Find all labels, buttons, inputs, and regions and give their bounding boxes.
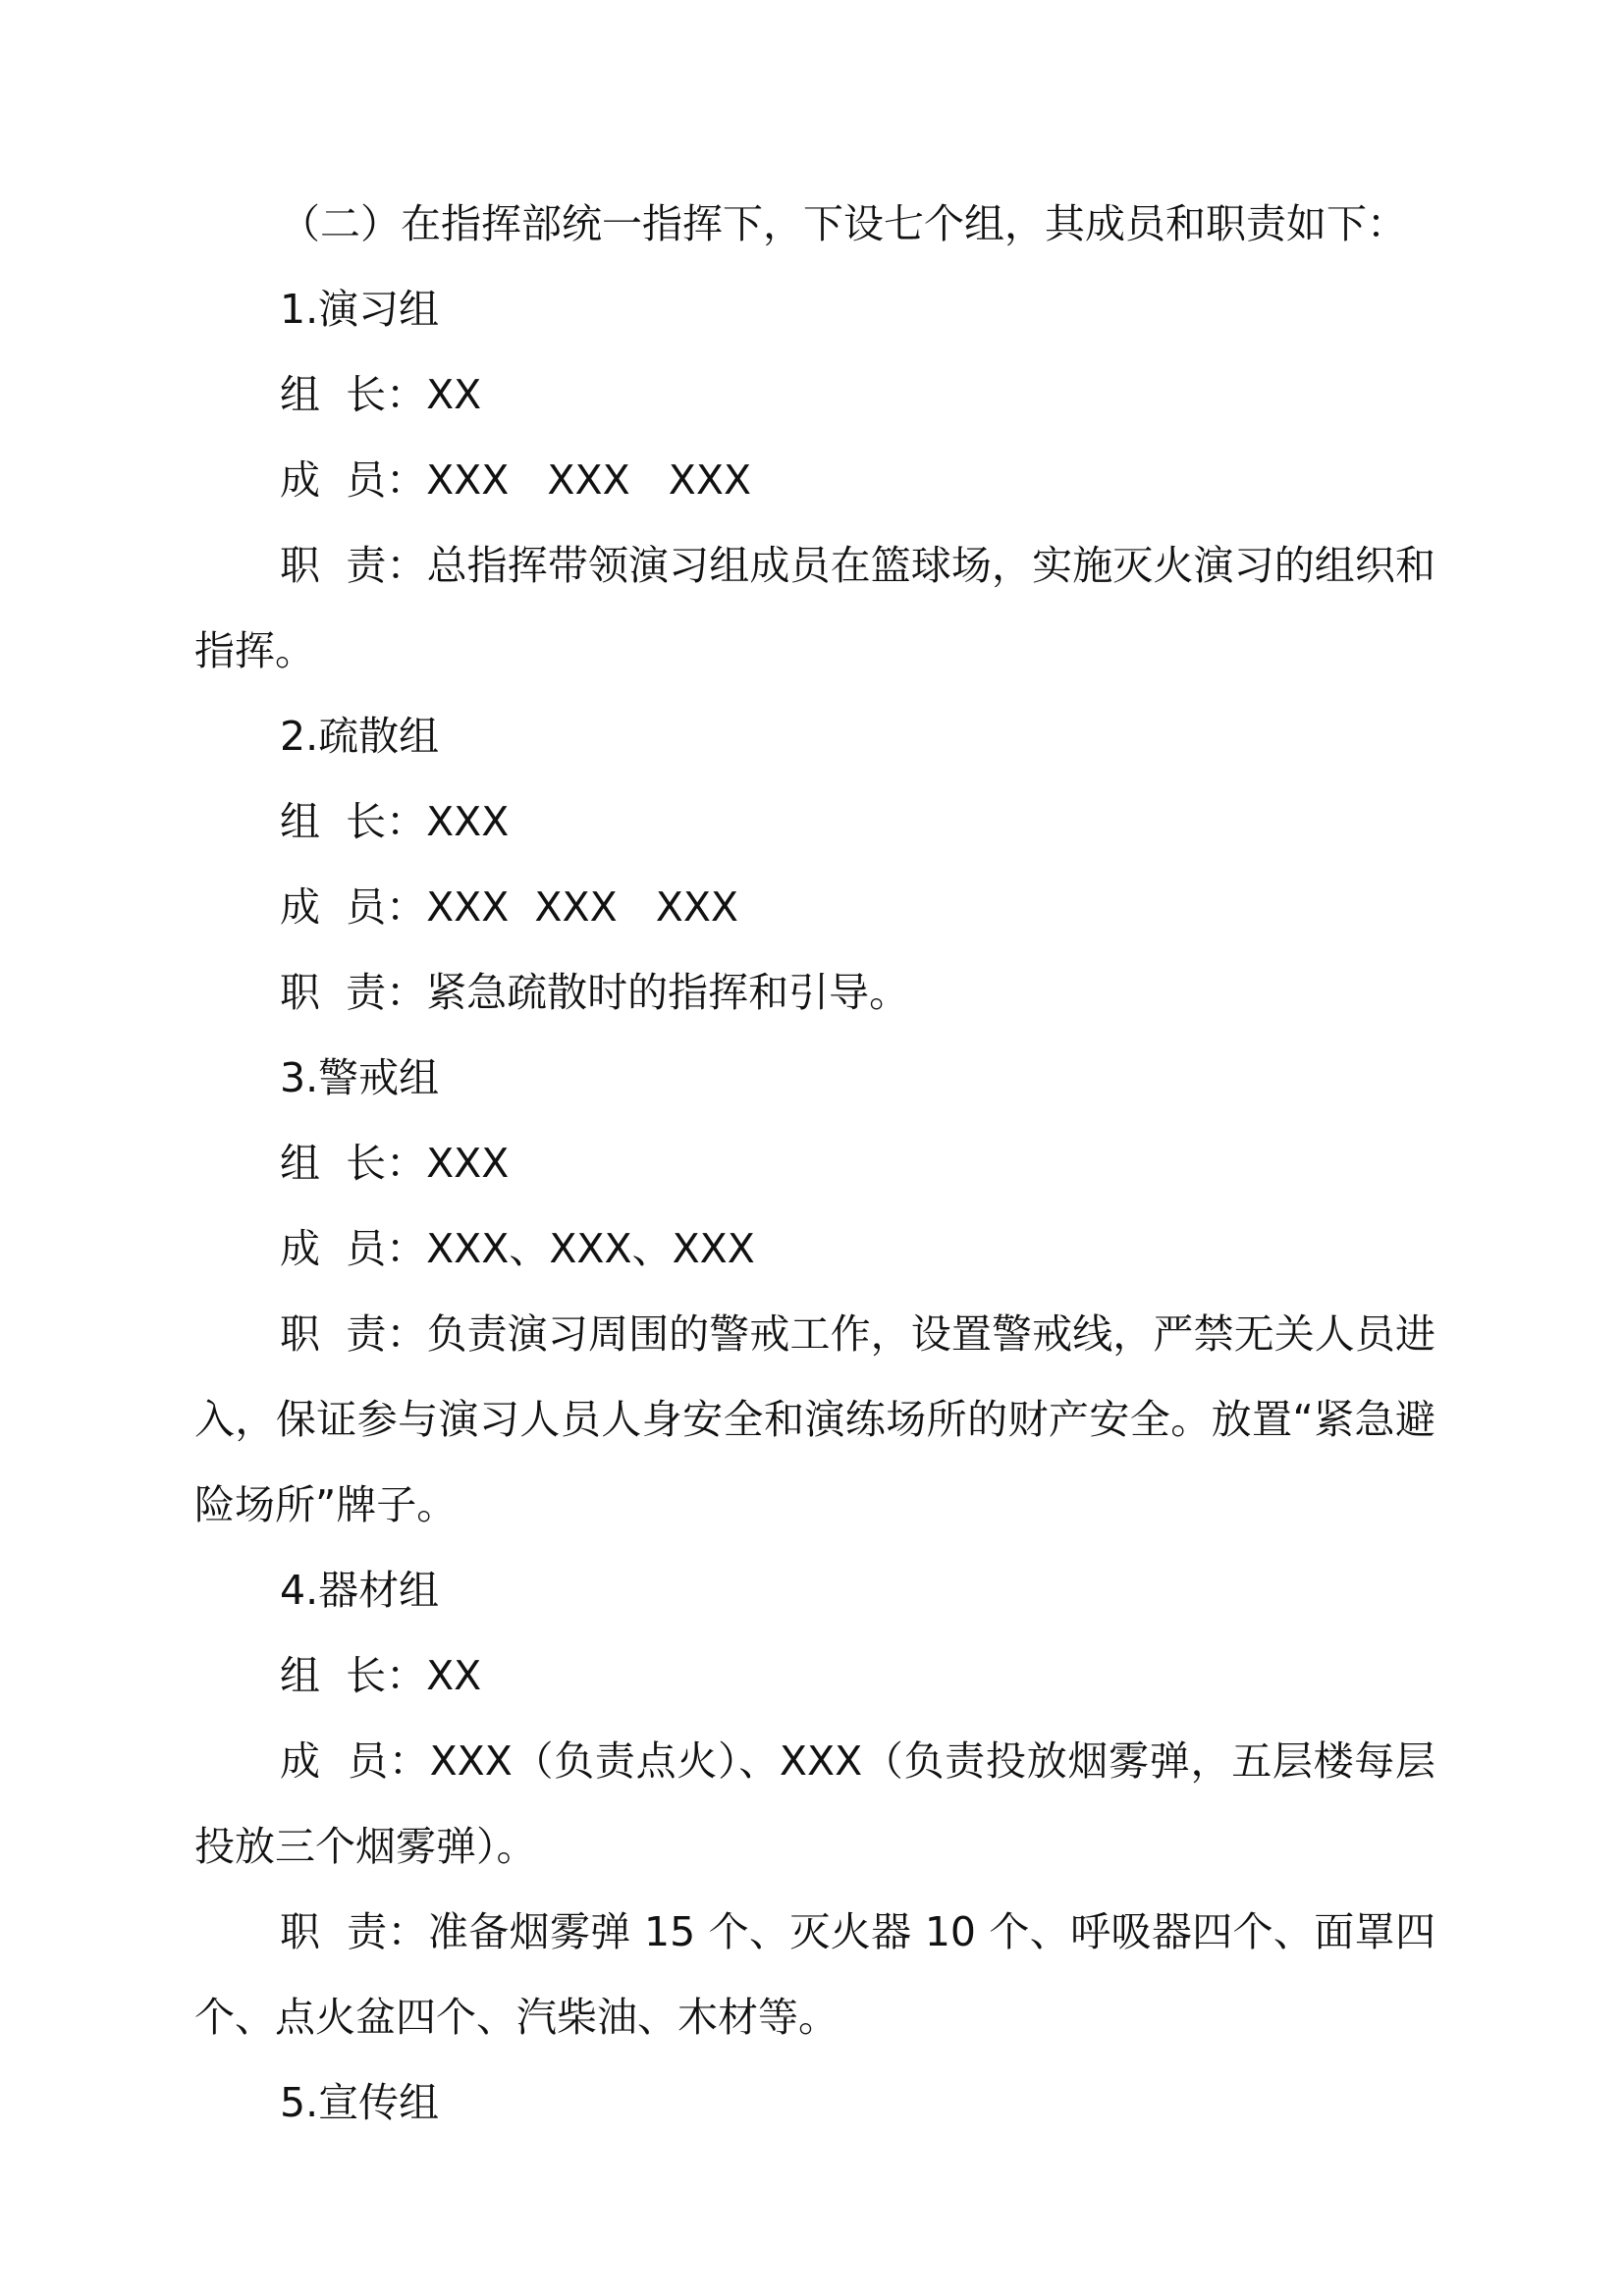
group-3-heading: 3.警戒组 [280,1054,440,1101]
section-intro: （二）在指挥部统一指挥下，下设七个组，其成员和职责如下： [280,200,1407,247]
group-2-heading: 2.疏散组 [280,713,440,760]
group-4-leader: 组 长：XX [280,1652,482,1699]
group-3-leader: 组 长：XXX [280,1140,510,1187]
group-4-duty: 职 责：准备烟雾弹 15 个、灭火器 10 个、呼吸器四个、面罩四个、点火盆四个、汽柴油、木材等。 [194,1908,1435,2041]
group-2-leader: 组 长：XXX [280,798,510,845]
document-body [194,182,1435,2146]
group-1-members: 成 员：XXX XXX XXX [280,456,752,504]
group-5-heading: 5.宣传组 [280,2079,440,2126]
group-1-leader: 组 长：XX [280,371,482,418]
group-1-duty: 职 责：总指挥带领演习组成员在篮球场，实施灭火演习的组织和指挥。 [194,542,1435,674]
group-3-duty: 职 责：负责演习周围的警戒工作，设置警戒线，严禁无关人员进入，保证参与演习人员人身安全和演练场所的财产安全。放置“紧急避险场所”牌子。 [194,1310,1435,1528]
group-4-heading: 4.器材组 [280,1567,440,1614]
group-3-members: 成 员：XXX、XXX、XXX [280,1225,755,1272]
group-1-heading: 1.演习组 [280,286,440,333]
group-4-members: 成 员：XXX（负责点火）、XXX（负责投放烟雾弹，五层楼每层投放三个烟雾弹）。 [194,1737,1435,1870]
group-2-members: 成 员：XXX XXX XXX [280,883,739,931]
group-2-duty: 职 责：紧急疏散时的指挥和引导。 [280,969,910,1016]
